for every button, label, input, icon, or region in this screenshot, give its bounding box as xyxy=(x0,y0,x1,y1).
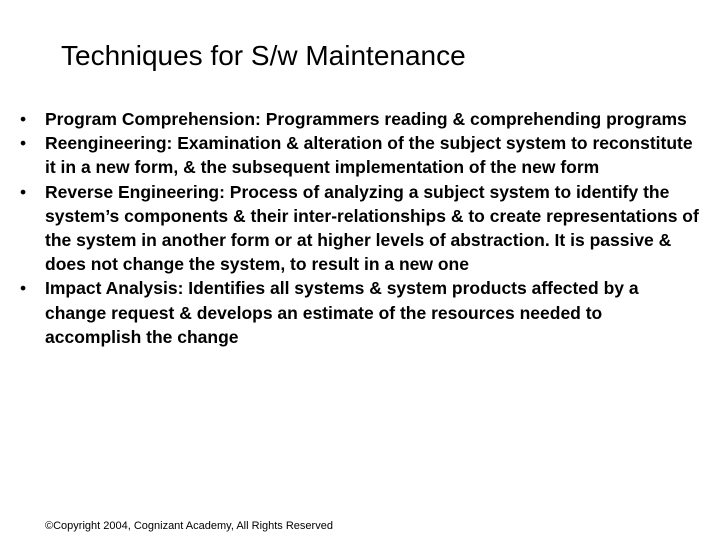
bullet-dot-icon: • xyxy=(20,181,27,202)
bullet-dot-icon: • xyxy=(20,133,27,154)
bullet-dot-icon: • xyxy=(20,278,27,299)
bullet-reverse-engineering xyxy=(20,180,700,277)
bullet-program-comprehension xyxy=(20,107,700,131)
bullet-impact-analysis xyxy=(20,276,700,349)
slide-title: Techniques for S/w Maintenance xyxy=(61,40,466,71)
bullet-text: Reengineering: Examination & alteration of the subject system to reconstitute it in a new form, & the subsequent implementation of the new form xyxy=(45,133,693,178)
bullet-list xyxy=(20,107,700,349)
bullet-dot-icon: • xyxy=(20,109,27,129)
bullet-text: Reverse Engineering: Process of analyzing a subject system to identify the system’s components & their inter-relationships & to create representations of the system in another form or at higher levels of abstraction. It is passive & does not change the system, to result in a new one xyxy=(45,181,699,275)
bullet-text: Impact Analysis: Identifies all systems & system products affected by a change request & develops an estimate of the resources needed to accomplish the change xyxy=(45,278,639,347)
bullet-reengineering xyxy=(20,131,700,179)
bullet-text: Program Comprehension: Programmers reading & comprehending programs xyxy=(45,109,687,129)
copyright-footer: ©Copyright 2004, Cognizant Academy, All Rights Reserved xyxy=(45,520,333,532)
